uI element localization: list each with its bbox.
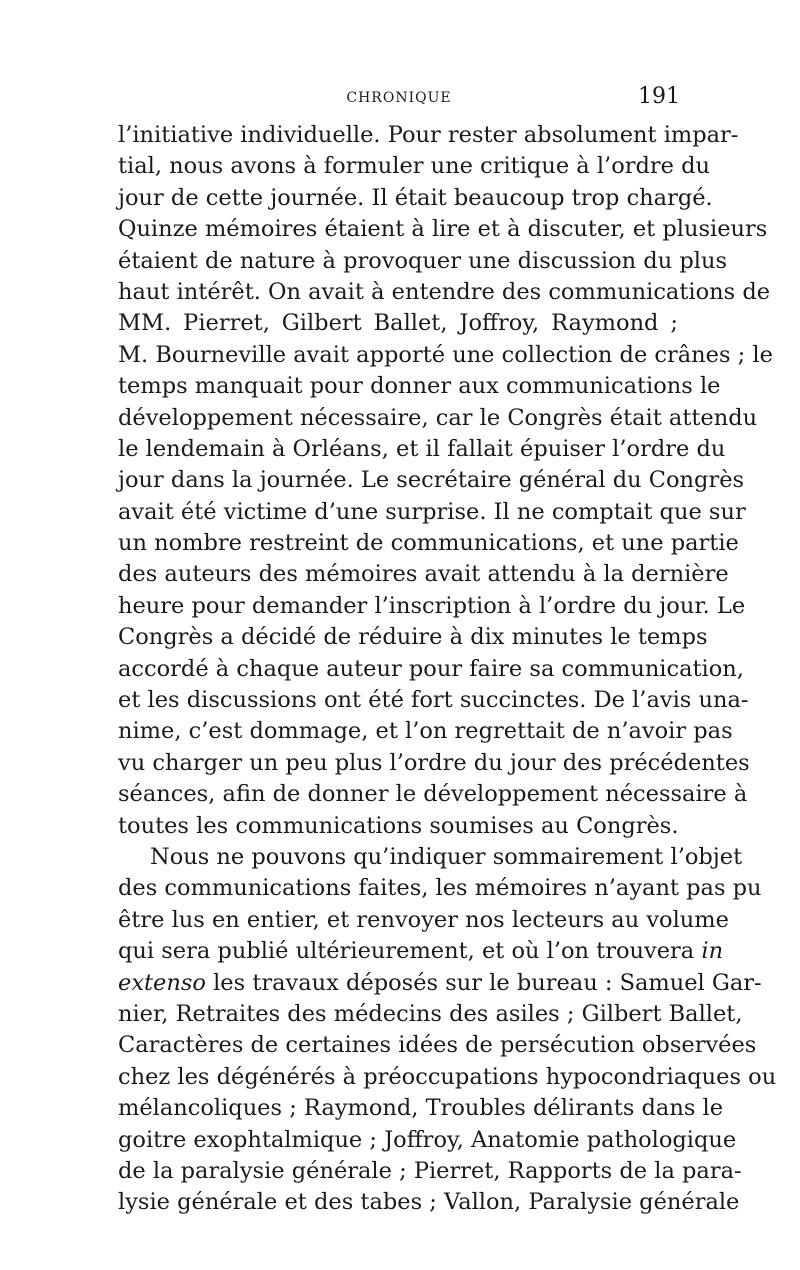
text-line: nime, c’est dommage, et l’on regrettait de n’avoir pas xyxy=(118,718,733,745)
body-text xyxy=(118,120,777,1219)
paragraph-first-line: Nous ne pouvons qu’indiquer sommairement l’objet xyxy=(150,843,743,870)
paragraph-last-line: toutes les communications soumises au Congrès. xyxy=(118,812,679,839)
text-line: mélancoliques ; Raymond, Troubles délirants dans le xyxy=(118,1095,724,1122)
text-segment: les travaux déposés sur le bureau : Samuel Gar- xyxy=(213,969,762,996)
text-line: vu charger un peu plus l’ordre du jour des précédentes xyxy=(118,749,750,776)
italic-term: extenso xyxy=(118,969,206,996)
text-line: chez les dégénérés à préoccupations hypocondriaques ou xyxy=(118,1063,777,1090)
running-head xyxy=(118,84,680,114)
text-segment: qui sera publié ultérieurement, et où l’on trouvera xyxy=(118,938,695,965)
text-line xyxy=(118,968,762,999)
text-line: séances, afin de donner le développement nécessaire à xyxy=(118,781,748,808)
text-line: développement nécessaire, car le Congrès était attendu xyxy=(118,404,758,431)
running-head-title: CHRONIQUE xyxy=(346,90,452,106)
text-line: jour de cette journée. Il était beaucoup trop chargé. xyxy=(118,184,713,211)
page-number: 191 xyxy=(638,84,680,109)
text-line: heure pour demander l’inscription à l’ordre du jour. Le xyxy=(118,592,746,619)
text-line: MM. Pierret, Gilbert Ballet, Joffroy, Raymond ; xyxy=(118,310,678,337)
text-line: haut intérêt. On avait à entendre des communications de xyxy=(118,278,771,305)
text-line: nier, Retraites des médecins des asiles ; Gilbert Ballet, xyxy=(118,1000,743,1027)
text-line: de la paralysie générale ; Pierret, Rapports de la para- xyxy=(118,1157,742,1184)
italic-term: in xyxy=(701,938,724,965)
text-line: l’initiative individuelle. Pour rester absolument impar- xyxy=(118,122,739,148)
text-line: goitre exophtalmique ; Joffroy, Anatomie pathologique xyxy=(118,1126,737,1153)
text-line: accordé à chaque auteur pour faire sa communication, xyxy=(118,655,744,682)
text-line: des auteurs des mémoires avait attendu à la dernière xyxy=(118,561,729,588)
text-line: tial, nous avons à formuler une critique à l’ordre du xyxy=(118,153,711,180)
text-line: jour dans la journée. Le secrétaire général du Congrès xyxy=(118,467,745,494)
text-line: Quinze mémoires étaient à lire et à discuter, et plusieurs xyxy=(118,216,768,243)
text-line: lysie générale et des tabes ; Vallon, Paralysie générale xyxy=(118,1189,740,1216)
text-line: M. Bourneville avait apporté une collection de crânes ; le xyxy=(118,341,773,368)
text-line: avait été victime d’une surprise. Il ne comptait que sur xyxy=(118,498,746,525)
text-line: être lus en entier, et renvoyer nos lecteurs au volume xyxy=(118,906,729,933)
text-line: Congrès a décidé de réduire à dix minutes le temps xyxy=(118,624,708,651)
text-line: Caractères de certaines idées de persécution observées xyxy=(118,1032,757,1059)
text-line: étaient de nature à provoquer une discussion du plus xyxy=(118,247,727,274)
text-line xyxy=(118,936,724,967)
text-line: un nombre restreint de communications, et une partie xyxy=(118,530,739,557)
text-line: des communications faites, les mémoires n’ayant pas pu xyxy=(118,875,762,902)
text-line: et les discussions ont été fort succinctes. De l’avis una- xyxy=(118,687,749,714)
text-line: temps manquait pour donner aux communications le xyxy=(118,373,721,400)
text-line: le lendemain à Orléans, et il fallait épuiser l’ordre du xyxy=(118,435,726,462)
